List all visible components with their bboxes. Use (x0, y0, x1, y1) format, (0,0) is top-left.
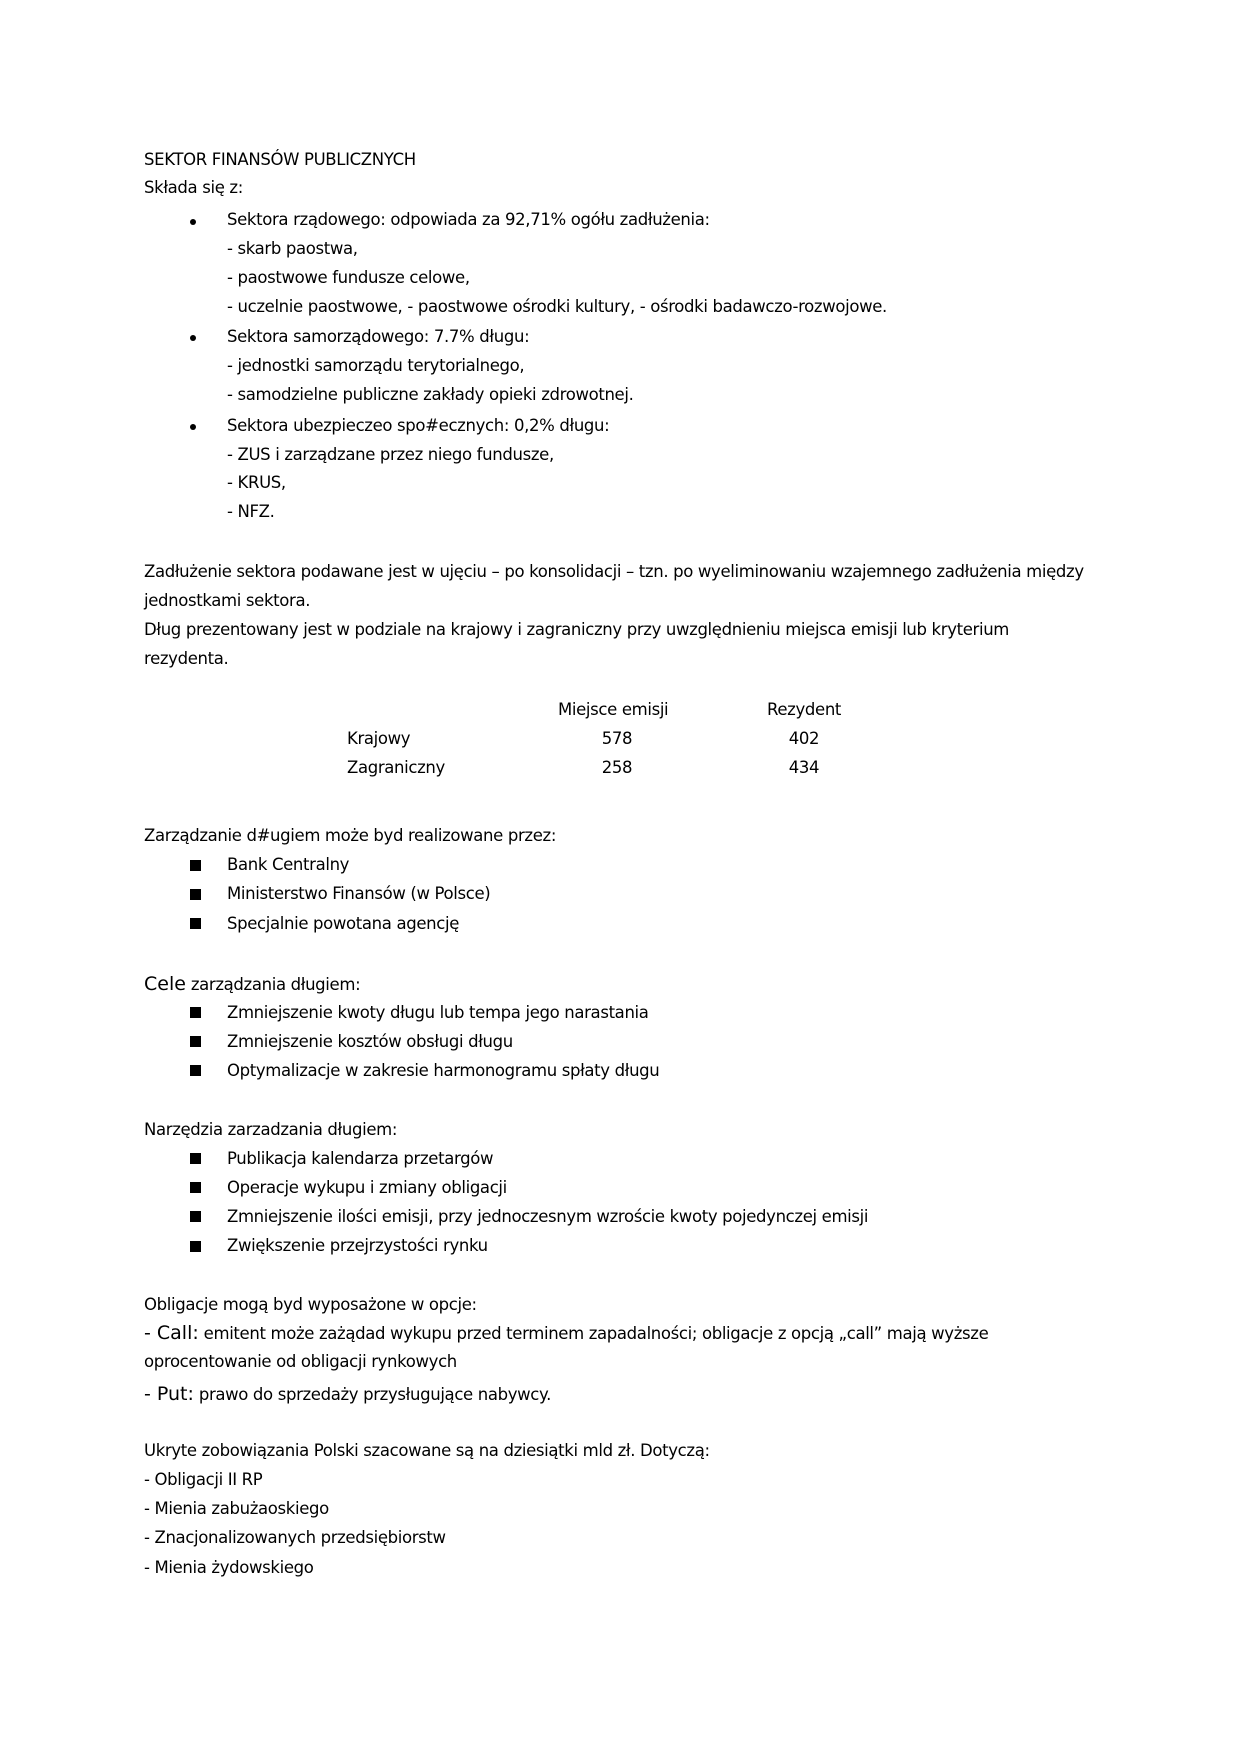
sector-heading: Sektora rządowego: odpowiada za 92,71% ogółu zadłużenia: (227, 210, 710, 229)
table-cell: 434 (788, 758, 820, 777)
sector-item: - samodzielne publiczne zakłady opieki zdrowotnej. (227, 385, 634, 404)
heading-word: Cele (144, 973, 186, 995)
table-cell: 258 (601, 758, 633, 777)
bullet-square-icon (190, 889, 201, 900)
option-put-label: - Put: (144, 1383, 194, 1405)
bullet-square-icon (190, 1182, 201, 1193)
section-heading (144, 974, 360, 995)
sector-heading: Sektora ubezpieczeo spo#ecznych: 0,2% długu: (227, 416, 610, 435)
list-item: Publikacja kalendarza przetargów (227, 1149, 494, 1168)
sector-item: - NFZ. (227, 502, 275, 521)
option-put-text: prawo do sprzedaży przysługujące nabywcy. (198, 1385, 551, 1404)
list-item: Zwiększenie przejrzystości rynku (227, 1236, 488, 1255)
composition-intro: Składa się z: (144, 178, 243, 197)
sector-heading: Sektora samorządowego: 7.7% długu: (227, 327, 530, 346)
list-item: - Mienia zabużaoskiego (144, 1499, 329, 1518)
paragraph-line: rezydenta. (144, 649, 229, 668)
bullet-dot-icon (190, 424, 196, 430)
bullet-square-icon (190, 1153, 201, 1164)
option-call-text: emitent może zażądad wykupu przed terminem zapadalności; obligacje z opcją „call” mają wyższe (203, 1324, 989, 1343)
table-cell: 578 (601, 729, 633, 748)
bullet-square-icon (190, 860, 201, 871)
page-title: SEKTOR FINANSÓW PUBLICZNYCH (144, 150, 416, 169)
list-item: Zmniejszenie kwoty długu lub tempa jego narastania (227, 1003, 649, 1022)
list-item: Specjalnie powotana agencję (227, 914, 459, 933)
sector-item: - KRUS, (227, 473, 286, 492)
list-item: Bank Centralny (227, 855, 350, 874)
table-row-label: Zagraniczny (347, 758, 445, 777)
list-item: Optymalizacje w zakresie harmonogramu spłaty długu (227, 1061, 660, 1080)
list-item: Zmniejszenie ilości emisji, przy jednoczesnym wzroście kwoty pojedynczej emisji (227, 1207, 869, 1226)
sector-item: - paostwowe fundusze celowe, (227, 268, 470, 287)
option-call (144, 1323, 988, 1344)
heading-rest: zarządzania długiem: (190, 975, 361, 994)
list-item: - Obligacji II RP (144, 1470, 263, 1489)
sector-item: - uczelnie paostwowe, - paostwowe ośrodki kultury, - ośrodki badawczo-rozwojowe. (227, 297, 887, 316)
sector-item: - skarb paostwa, (227, 239, 358, 258)
option-put (144, 1384, 551, 1405)
list-item: - Mienia żydowskiego (144, 1558, 314, 1577)
list-item: - Znacjonalizowanych przedsiębiorstw (144, 1528, 446, 1547)
sector-item: - ZUS i zarządzane przez niego fundusze, (227, 445, 554, 464)
bullet-dot-icon (190, 335, 196, 341)
table-header: Rezydent (767, 700, 842, 719)
bullet-square-icon (190, 1036, 201, 1047)
list-item: Operacje wykupu i zmiany obligacji (227, 1178, 507, 1197)
bullet-square-icon (190, 1007, 201, 1018)
option-call-text-cont: oprocentowanie od obligacji rynkowych (144, 1352, 457, 1371)
paragraph-line: Dług prezentowany jest w podziale na krajowy i zagraniczny przy uwzględnieniu miejsca emisji lub kryterium (144, 620, 1010, 639)
option-call-label: - Call: (144, 1322, 199, 1344)
paragraph-line: jednostkami sektora. (144, 591, 311, 610)
section-heading: Narzędzia zarzadzania długiem: (144, 1120, 398, 1139)
table-cell: 402 (788, 729, 820, 748)
section-heading: Obligacje mogą byd wyposażone w opcje: (144, 1295, 477, 1314)
section-heading: Zarządzanie d#ugiem może byd realizowane przez: (144, 826, 557, 845)
bullet-square-icon (190, 918, 201, 929)
bullet-square-icon (190, 1241, 201, 1252)
sector-item: - jednostki samorządu terytorialnego, (227, 356, 525, 375)
table-row-label: Krajowy (347, 729, 411, 748)
list-item: Ministerstwo Finansów (w Polsce) (227, 884, 491, 903)
bullet-dot-icon (190, 219, 196, 225)
table-header: Miejsce emisji (558, 700, 669, 719)
section-heading: Ukryte zobowiązania Polski szacowane są na dziesiątki mld zł. Dotyczą: (144, 1441, 710, 1460)
paragraph-line: Zadłużenie sektora podawane jest w ujęciu – po konsolidacji – tzn. po wyeliminowaniu wzajemnego zadłużenia między (144, 562, 1084, 581)
list-item: Zmniejszenie kosztów obsługi długu (227, 1032, 513, 1051)
bullet-square-icon (190, 1065, 201, 1076)
bullet-square-icon (190, 1211, 201, 1222)
